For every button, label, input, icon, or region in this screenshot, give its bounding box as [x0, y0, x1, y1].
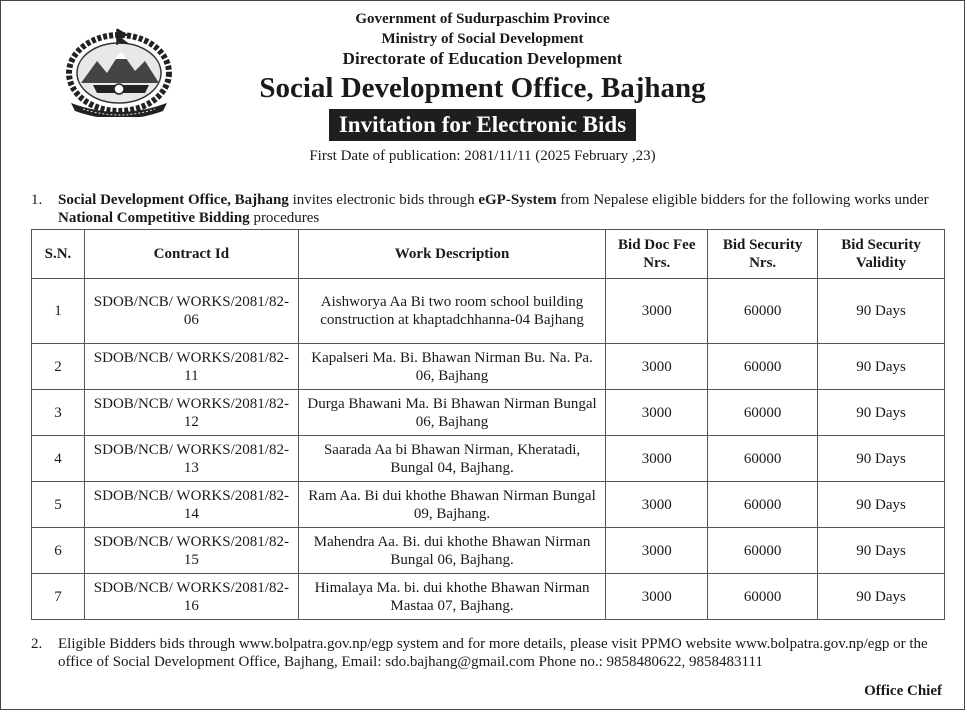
- office-title: Social Development Office, Bajhang: [259, 72, 706, 104]
- table-row: [32, 279, 945, 344]
- table-cell: 3000: [606, 482, 708, 528]
- table-cell: SDOB/NCB/ WORKS/2081/82-16: [84, 574, 298, 620]
- table-cell: SDOB/NCB/ WORKS/2081/82-11: [84, 344, 298, 390]
- table-row: [32, 574, 945, 620]
- table-cell: Durga Bhawani Ma. Bi Bhawan Nirman Bungal 06, Bajhang: [298, 390, 606, 436]
- column-header: Bid Security Nrs.: [708, 230, 818, 279]
- table-cell: Himalaya Ma. bi. dui khothe Bhawan Nirman Mastaa 07, Bajhang.: [298, 574, 606, 620]
- table-cell: 60000: [708, 574, 818, 620]
- table-cell: 90 Days: [818, 279, 945, 344]
- government-line: Government of Sudurpaschim Province: [355, 11, 610, 27]
- table-cell: 90 Days: [818, 390, 945, 436]
- table-cell: 60000: [708, 436, 818, 482]
- table-cell: 90 Days: [818, 482, 945, 528]
- table-cell: SDOB/NCB/ WORKS/2081/82-06: [84, 279, 298, 344]
- paragraph-text: invites electronic bids through: [288, 192, 479, 208]
- table-cell: SDOB/NCB/ WORKS/2081/82-14: [84, 482, 298, 528]
- column-header: Contract Id: [84, 230, 298, 279]
- table-cell: 60000: [708, 528, 818, 574]
- table-row: [32, 344, 945, 390]
- table-cell: 5: [32, 482, 85, 528]
- table-cell: SDOB/NCB/ WORKS/2081/82-12: [84, 390, 298, 436]
- paragraph-text: from Nepalese eligible bidders for the following works under: [556, 192, 929, 208]
- table-header-row: [32, 230, 945, 279]
- table-cell: 2: [32, 344, 85, 390]
- table-cell: 4: [32, 436, 85, 482]
- paragraph-2: [31, 635, 951, 671]
- paragraph-text: Eligible Bidders bids through www.bolpatra.gov.np/egp system and for more details, please visit PPMO website www.bolpatra.gov.np/egp or the office of Social Development Office, Bajhang, Email: sdo.bajhang@gmail.com Phone no.: 9858480622, 9858483111: [58, 636, 928, 670]
- system-name: eGP-System: [478, 192, 557, 208]
- table-row: [32, 436, 945, 482]
- table-cell: SDOB/NCB/ WORKS/2081/82-15: [84, 528, 298, 574]
- paragraph-1: [31, 191, 951, 227]
- table-cell: Saarada Aa bi Bhawan Nirman, Kheratadi, Bungal 04, Bajhang.: [298, 436, 606, 482]
- table-cell: 3000: [606, 528, 708, 574]
- ministry-line: Ministry of Social Development: [381, 31, 584, 47]
- letterhead: [1, 9, 964, 165]
- table-cell: 90 Days: [818, 574, 945, 620]
- table-cell: 60000: [708, 390, 818, 436]
- paragraph-text: procedures: [249, 210, 320, 226]
- table-row: [32, 482, 945, 528]
- table-cell: 3000: [606, 279, 708, 344]
- column-header: Bid Security Validity: [818, 230, 945, 279]
- table-cell: Aishworya Aa Bi two room school building construction at khaptadchhanna-04 Bajhang: [298, 279, 606, 344]
- table-cell: 60000: [708, 279, 818, 344]
- table-cell: Ram Aa. Bi dui khothe Bhawan Nirman Bungal 09, Bajhang.: [298, 482, 606, 528]
- publication-date: First Date of publication: 2081/11/11 (2025 February ,23): [309, 148, 656, 164]
- table-cell: Kapalseri Ma. Bi. Bhawan Nirman Bu. Na. Pa. 06, Bajhang: [298, 344, 606, 390]
- office-name: Social Development Office, Bajhang: [58, 192, 289, 208]
- table-cell: 3: [32, 390, 85, 436]
- table-cell: 90 Days: [818, 436, 945, 482]
- column-header: Bid Doc Fee Nrs.: [606, 230, 708, 279]
- column-header: S.N.: [32, 230, 85, 279]
- procedure-name: National Competitive Bidding: [58, 210, 250, 226]
- table-cell: 6: [32, 528, 85, 574]
- table-cell: SDOB/NCB/ WORKS/2081/82-13: [84, 436, 298, 482]
- table-cell: 90 Days: [818, 528, 945, 574]
- table-row: [32, 390, 945, 436]
- paragraph-number: 1.: [31, 192, 43, 208]
- table-cell: 3000: [606, 436, 708, 482]
- table-row: [32, 528, 945, 574]
- table-cell: 90 Days: [818, 344, 945, 390]
- notice-banner: Invitation for Electronic Bids: [329, 109, 636, 141]
- bids-table: [31, 229, 945, 620]
- table-cell: 60000: [708, 344, 818, 390]
- table-cell: 1: [32, 279, 85, 344]
- signature-title: Office Chief: [864, 683, 942, 699]
- table-cell: 3000: [606, 344, 708, 390]
- paragraph-number: 2.: [31, 636, 43, 652]
- directorate-line: Directorate of Education Development: [342, 49, 623, 68]
- column-header: Work Description: [298, 230, 606, 279]
- table-cell: 3000: [606, 390, 708, 436]
- table-cell: 60000: [708, 482, 818, 528]
- table-cell: 7: [32, 574, 85, 620]
- table-cell: 3000: [606, 574, 708, 620]
- table-cell: Mahendra Aa. Bi. dui khothe Bhawan Nirman Bungal 06, Bajhang.: [298, 528, 606, 574]
